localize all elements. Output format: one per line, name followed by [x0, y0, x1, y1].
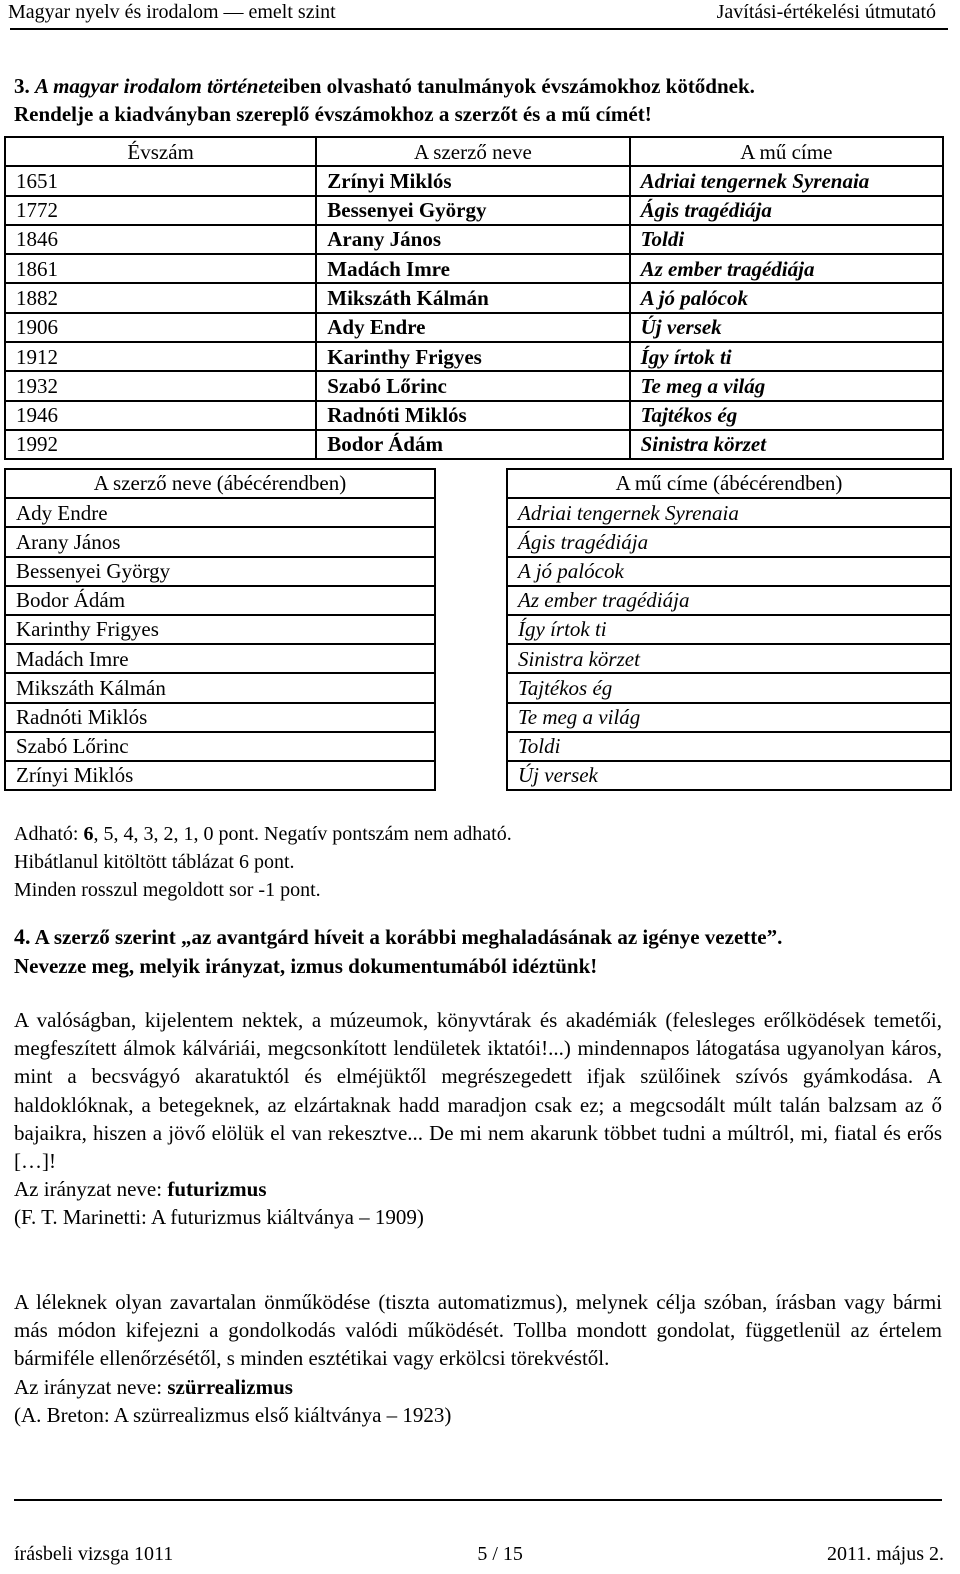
scoring-line2: Hibátlanul kitöltött táblázat 6 pont. [14, 851, 295, 873]
main-table-header [5, 137, 943, 166]
cell-work: Adriai tengernek Syrenaia [630, 166, 943, 195]
footer-rule [14, 1499, 942, 1501]
quote-2-text: A léleknek olyan zavartalan önműködése (tiszta automatizmus), melynek célja szóban, írásban vagy bármi más módon kifejezni a gondolkodás valódi működését. Tollba mondott gondolat, függetlenül az értelem bármiféle ellenőrzésétől, s minden esztétikai vagy erkölcsi törekvéstől. [14, 1290, 942, 1371]
answer-1 [14, 1175, 942, 1203]
header-left: Magyar nyelv és irodalom — emelt szint [8, 1, 336, 23]
cell-year: 1992 [5, 430, 316, 459]
list-item [5, 673, 435, 702]
scoring-line1-pre: Adható: [14, 823, 84, 845]
author-name: Radnóti Miklós [5, 703, 435, 732]
task3-title-rest: iben olvasható tanulmányok évszámokhoz kötődnek. [282, 74, 755, 98]
author-name: Ady Endre [5, 498, 435, 527]
task3-number: 3. [14, 74, 30, 98]
authors-header: A szerző neve (ábécérendben) [5, 469, 435, 498]
table-row [5, 313, 943, 342]
table-row [5, 283, 943, 312]
list-item [507, 498, 951, 527]
authors-table [4, 468, 436, 791]
work-title: Így írtok ti [507, 615, 951, 644]
table-row [5, 166, 943, 195]
scoring-line3: Minden rosszul megoldott sor -1 pont. [14, 879, 321, 901]
header-rule [10, 28, 948, 30]
header-right: Javítási-értékelési útmutató [716, 1, 936, 23]
page-footer [14, 1542, 944, 1567]
quote-1-text: A valóságban, kijelentem nektek, a múzeumok, könyvtárak és akadémiák (felesleges erőlködések temetői, megfeszített álmok kálváriái, megcsonkított lendületek iktatói!...) mindennapos látogatása ugyanolyan káros, mint a becsvágyó akaratuktól és elméjüktől megrészegedett ifjak szülőinek szívós gyámkodása. A haldoklóknak, a betegeknek, az elzártaknak hadd maradjon csak ez; a megcsodált múlt talán balzsam az ő bajaikra, hiszen a jövő elölük el van rekesztve... De mi nem akarunk többet tudni a múltról, mi, fiatal és erős […]! [14, 1008, 942, 1174]
author-name: Bessenyei György [5, 557, 435, 586]
list-item [5, 761, 435, 790]
task4-number: 4. [14, 924, 31, 949]
main-answer-table [4, 136, 944, 460]
scoring-line1-bold: 6 [83, 823, 94, 845]
list-item [5, 557, 435, 586]
author-name: Mikszáth Kálmán [5, 673, 435, 702]
header-author: A szerző neve [316, 137, 629, 166]
table-row [5, 225, 943, 254]
cell-year: 1861 [5, 254, 316, 283]
answer-2 [14, 1373, 942, 1401]
cell-work: Toldi [630, 225, 943, 254]
author-name: Madách Imre [5, 644, 435, 673]
table-row [5, 371, 943, 400]
list-item [5, 732, 435, 761]
list-item [5, 615, 435, 644]
list-item [507, 527, 951, 556]
task4-question [14, 922, 944, 981]
table-row [5, 254, 943, 283]
work-title: Toldi [507, 732, 951, 761]
table-row [5, 430, 943, 459]
author-name: Arany János [5, 527, 435, 556]
table-row [5, 401, 943, 430]
work-title: Adriai tengernek Syrenaia [507, 498, 951, 527]
list-item [507, 761, 951, 790]
author-name: Bodor Ádám [5, 586, 435, 615]
task4-question-line1: A szerző szerint „az avantgárd híveit a korábbi meghaladásának az igénye vezette”. [30, 925, 783, 949]
cell-author: Arany János [316, 225, 629, 254]
work-title: Ágis tragédiája [507, 527, 951, 556]
quote-block-2 [14, 1288, 942, 1429]
answer-1-label: Az irányzat neve: [14, 1177, 168, 1202]
list-item [5, 498, 435, 527]
list-item [507, 557, 951, 586]
list-item [507, 644, 951, 673]
author-name: Szabó Lőrinc [5, 732, 435, 761]
author-name: Zrínyi Miklós [5, 761, 435, 790]
answer-2-value: szürrealizmus [167, 1374, 293, 1399]
work-title: Új versek [507, 761, 951, 790]
works-table [506, 468, 952, 791]
work-title: Tajtékos ég [507, 673, 951, 702]
cell-author: Bodor Ádám [316, 430, 629, 459]
work-title: Te meg a világ [507, 703, 951, 732]
page-header [0, 0, 960, 28]
cell-work: Ágis tragédiája [630, 196, 943, 225]
cell-work: Sinistra körzet [630, 430, 943, 459]
header-year: Évszám [5, 137, 316, 166]
author-name: Karinthy Frigyes [5, 615, 435, 644]
footer-page-number: 5 / 15 [477, 1543, 523, 1565]
task3-question [14, 72, 944, 128]
cell-author: Mikszáth Kálmán [316, 283, 629, 312]
main-table-body [5, 166, 943, 459]
cell-work: Új versek [630, 313, 943, 342]
list-item [507, 732, 951, 761]
task3-title-line2: Rendelje a kiadványban szereplő évszámokhoz a szerzőt és a mű címét! [14, 102, 652, 126]
footer-date: 2011. május 2. [826, 1543, 944, 1565]
list-item [507, 703, 951, 732]
cell-author: Zrínyi Miklós [316, 166, 629, 195]
quote-block-1 [14, 1006, 942, 1232]
list-item [507, 673, 951, 702]
source-1: (F. T. Marinetti: A futurizmus kiáltványa – 1909) [14, 1205, 424, 1230]
list-item [507, 615, 951, 644]
task4-question-line2: Nevezze meg, melyik irányzat, izmus dokumentumából idéztünk! [14, 954, 598, 978]
cell-work: Így írtok ti [630, 342, 943, 371]
list-item [5, 527, 435, 556]
answer-1-value: futurizmus [167, 1177, 267, 1202]
list-item [507, 586, 951, 615]
works-header: A mű címe (ábécérendben) [507, 469, 951, 498]
cell-author: Bessenyei György [316, 196, 629, 225]
cell-author: Madách Imre [316, 254, 629, 283]
footer-left: írásbeli vizsga 1011 [14, 1543, 174, 1565]
scoring-line1-post: , 5, 4, 3, 2, 1, 0 pont. Negatív pontszám nem adható. [93, 823, 512, 845]
cell-author: Ady Endre [316, 313, 629, 342]
task3-scoring [14, 820, 914, 904]
cell-work: Te meg a világ [630, 371, 943, 400]
list-item [5, 644, 435, 673]
authors-table-body [5, 498, 435, 790]
cell-year: 1651 [5, 166, 316, 195]
list-item [5, 703, 435, 732]
answer-2-label: Az irányzat neve: [14, 1374, 168, 1399]
cell-year: 1882 [5, 283, 316, 312]
table-row [5, 196, 943, 225]
source-2: (A. Breton: A szürrealizmus első kiáltványa – 1923) [14, 1402, 452, 1427]
cell-author: Radnóti Miklós [316, 401, 629, 430]
cell-year: 1906 [5, 313, 316, 342]
cell-author: Szabó Lőrinc [316, 371, 629, 400]
cell-year: 1912 [5, 342, 316, 371]
cell-year: 1946 [5, 401, 316, 430]
work-title: A jó palócok [507, 557, 951, 586]
table-row [5, 342, 943, 371]
works-table-body [507, 498, 951, 790]
cell-year: 1772 [5, 196, 316, 225]
list-item [5, 586, 435, 615]
cell-year: 1932 [5, 371, 316, 400]
work-title: Sinistra körzet [507, 644, 951, 673]
cell-work: Tajtékos ég [630, 401, 943, 430]
cell-work: Az ember tragédiája [630, 254, 943, 283]
cell-year: 1846 [5, 225, 316, 254]
cell-author: Karinthy Frigyes [316, 342, 629, 371]
work-title: Az ember tragédiája [507, 586, 951, 615]
task3-title-italic: A magyar irodalom története [35, 74, 283, 98]
cell-work: A jó palócok [630, 283, 943, 312]
header-work: A mű címe [630, 137, 943, 166]
